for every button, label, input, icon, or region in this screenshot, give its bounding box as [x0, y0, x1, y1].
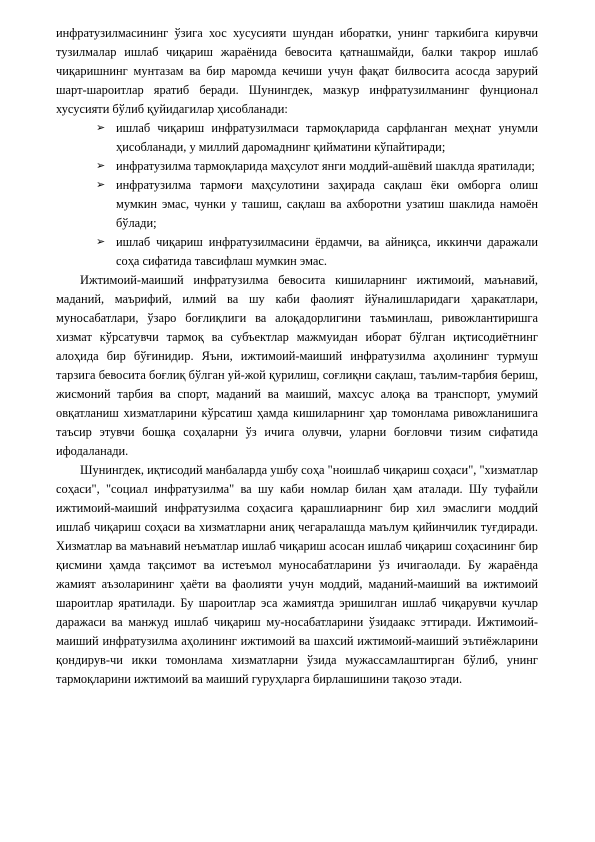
list-item — [56, 157, 538, 176]
list-item — [56, 119, 538, 157]
arrowhead-bullet-icon: ➢ — [96, 160, 106, 172]
document-page — [56, 24, 538, 689]
list-item-text: ишлаб чиқариш инфратузилмасини ёрдамчи, ва айниқса, иккинчи даражали соҳа сифатида тавсифлаш мумкин эмас. — [116, 235, 538, 268]
list-item-text: инфратузилма тармоқларида маҳсулот янги моддий-ашёвий шаклда яратилади; — [116, 159, 535, 173]
arrowhead-bullet-icon: ➢ — [96, 179, 106, 191]
list-item — [56, 176, 538, 233]
feature-list — [56, 119, 538, 271]
literature-terms-paragraph: Шунингдек, иқтисодий манбаларда ушбу соҳа "ноишлаб чиқариш соҳаси", "хизматлар соҳаси", "социал инфратузилма" ва шу каби номлар билан ҳам аталади. Шу туфайли ижтимоий-маиший инфратузилма соҳасига қарашлиарнинг бир хил эмаслиги моддий ишлаб чиқариш соҳаси ва хизматларни аниқ чегаралашда маълум қийинчилик туғдиради. Хизматлар ва маънавий неъматлар ишлаб чиқариш асосан ишлаб чиқариш соҳасининг бир қисмини ҳамда тақсимот ва истеъмол муносабатларини ўз ичигаолади. Бу жараёнда жамият аъзоларининг ҳаёти ва фаолияти учун моддий, маданий-маиший ва ижтимоий шароитлар яратилади. Бу шароитлар эса жамиятда эришилган ишлаб чиқарувчи кучлар даражаси ва манжуд ишлаб чиқариш му-носабатларини ўзидаакс эттиради. Ижтимоий-маиший инфратузилма аҳолининг ижтимоий ва шахсий ижтимоий-маиший эътиёжларини қондирув-чи икки томонлама хизматларни ўзида мужассамлаштирган бўлиб, унинг тармоқларини ижтимоий ва маиший гуруҳларга бирлашишини тақозо этади. — [56, 463, 538, 686]
list-item-text: ишлаб чиқариш инфратузилмаси тармоқларида сарфланган меҳнат унумли ҳисобланади, у миллий даромаднинг қийматини кўпайтиради; — [116, 121, 538, 154]
arrowhead-bullet-icon: ➢ — [96, 236, 106, 248]
intro-paragraph: инфратузилмасининг ўзига хос хусусияти шундан иборатки, унинг таркибига кирувчи тузилмалар ишлаб чиқариш жараёнида бевосита қатнашмайди, балки такрор ишлаб чиқаришнинг мунтазам ва бир маромда кечиши учун фақат билвосита асосда зарурий шарт-шароитлар яратиб беради. Шунингдек, мазкур инфратузилманинг фунционал хусусияти бўлиб қуйидагилар ҳисобланади: — [56, 26, 538, 116]
social-infrastructure-paragraph: Ижтимоий-маиший инфратузилма бевосита кишиларнинг ижтимоий, маънавий, маданий, маърифий, илмий ва шу каби фаолият йўналишларидаги ҳаракатлари, муносабатлари, ўзаро боғлиқлиги ва алоқадорлигини таъминлаш, ривожлантиришга хизмат кўрсатувчи тармоқ ва субъектлар мажмуидан иборат бўлган иқтисодиётнинг алоҳида бир бўғинидир. Яъни, ижтимоий-маиший инфратузилма аҳолининг турмуш тарзига бевосита боғлиқ бўлган уй-жой қурилиш, соғлиқни сақлаш, таълим-тарбия бериш, жисмоний тарбия ва спорт, маданий ва маиший, махсус алоқа ва транспорт, умумий овқатланиш хизматларини кўрсатиш ҳамда кишиларнинг ҳар томонлама ривожланишига таъсир этувчи бошқа соҳаларни ўз ичига олувчи, уларни боғловчи тизим сифатида ифодаланади. — [56, 273, 538, 458]
arrowhead-bullet-icon: ➢ — [96, 122, 106, 134]
list-item — [56, 233, 538, 271]
list-item-text: инфратузилма тармоғи маҳсулотини заҳирада сақлаш ёки омборга олиш мумкин эмас, чунки у ташиш, сақлаш ва ахборотни узатиш шаклида намоён бўлади; — [116, 178, 538, 230]
